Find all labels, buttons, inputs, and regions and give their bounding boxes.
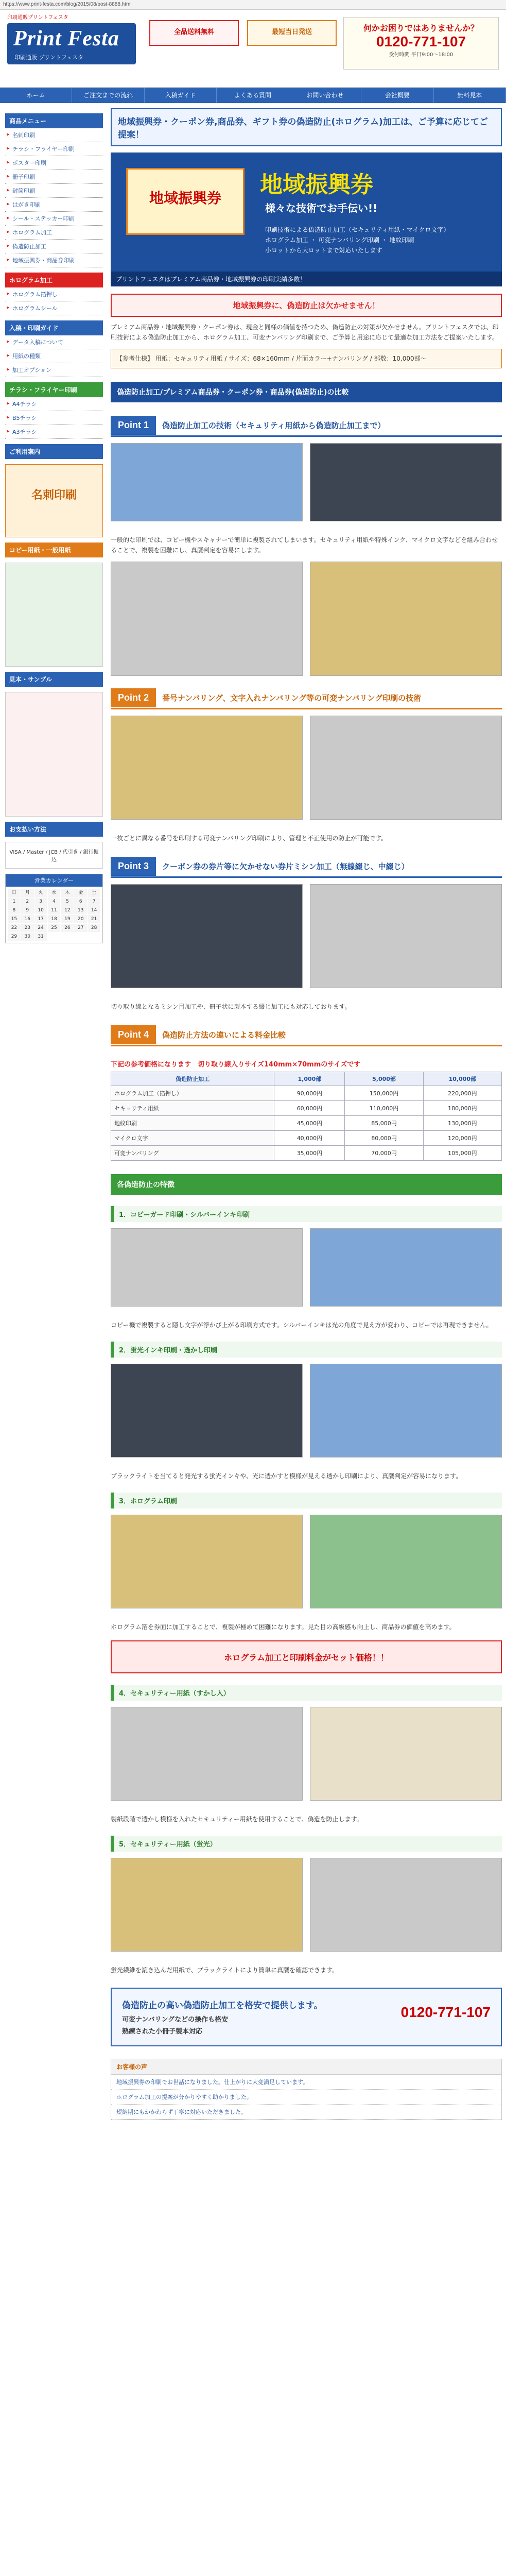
main-content (111, 108, 502, 2120)
sidebar-hologram-title: ホログラム加工 (5, 273, 103, 287)
calendar-day: 29 (8, 933, 21, 941)
nav-item-flow[interactable]: ご注文までの流れ (72, 88, 144, 103)
calendar-day: 4 (48, 897, 61, 906)
point-text: 偽造防止方法の違いによる料金比較 (162, 1030, 286, 1040)
namecard-promo-banner[interactable]: 名刺印刷 (5, 464, 103, 537)
hero-banner (111, 152, 502, 286)
method-1-heading: 1．コピーガード印刷・シルバーインキ印刷 (111, 1206, 502, 1222)
method-2-images (111, 1364, 502, 1458)
perforation-photo (111, 884, 303, 988)
calendar-day: 11 (48, 906, 61, 914)
method-1-images (111, 1228, 502, 1307)
calendar-day: 25 (48, 924, 61, 932)
hero-title: 地域振興券 (260, 172, 373, 197)
calendar-day: 3 (34, 897, 47, 906)
point-2-images (111, 716, 502, 820)
sidebar-item[interactable]: ▸ A4チラシ (5, 397, 103, 411)
method-2-body: ブラックライトを当てると発光する蛍光インキや、光に透かすと模様が見える透かし印刷により、真贋判定が容易になります。 (111, 1472, 462, 1480)
intro-text: プレミアム商品券・地域振興券・クーポン券は、現金と同様の価値を持つため、偽造防止の対策が欠かせません。プリントフェスタでは、印刷技術による偽造防止加工から、ホログラム加工、可変ナンバリング印刷まで、ご予算と用途に応じて最適な加工方法をご提案いたします。 (111, 324, 499, 341)
calendar-day: 9 (21, 906, 34, 914)
calendar-day: 31 (34, 933, 47, 941)
price-cell: 90,000円 (274, 1086, 345, 1101)
price-cell: 60,000円 (274, 1101, 345, 1116)
address-bar[interactable]: https://www.print-festa.com/blog/2015/08/post-8888.html (0, 0, 506, 10)
calendar-day: 16 (21, 915, 34, 923)
method-photo (310, 1707, 502, 1801)
nav-item-company[interactable]: 会社概要 (361, 88, 433, 103)
method-3-body: ホログラム箔を券面に加工することで、複製が極めて困難になります。見た目の高級感も向上し、商品券の価値を高めます。 (111, 1623, 456, 1631)
point-text: クーポン券の券片等に欠かせない券片ミシン加工（無線綴じ、中綴じ） (162, 861, 409, 871)
logo-subtext: 印刷通販 プリントフェスタ (14, 54, 84, 61)
price-row (111, 1116, 502, 1131)
calendar-day: 20 (74, 915, 87, 923)
hero-line: ホログラム加工 ・ 可変ナンバリング印刷 ・ 地紋印刷 (265, 236, 414, 244)
calendar-grid (6, 887, 102, 943)
nav-item-faq[interactable]: よくある質問 (217, 88, 289, 103)
calendar-day: 19 (61, 915, 74, 923)
sidebar-flyer-title: チラシ・フライヤー印刷 (5, 382, 103, 397)
calendar-day: 金 (74, 889, 87, 897)
sidebar-item[interactable]: ▸ 封筒印刷 (5, 184, 103, 198)
calendar-day: 1 (8, 897, 21, 906)
price-method-cell: ホログラム加工（箔押し） (111, 1086, 274, 1101)
sample-photo (310, 443, 502, 521)
site-header (0, 10, 506, 88)
price-row (111, 1131, 502, 1146)
point-number: Point 3 (111, 857, 156, 876)
calendar-day: 2 (21, 897, 34, 906)
section-heading: 偽造防止加工/プレミアム商品券・クーポン券・商品券(偽造防止)の比較 (111, 382, 502, 402)
logo-text: Print Festa (13, 27, 119, 50)
sidebar-menu-title: 商品メニュー (5, 113, 103, 128)
point-2-heading (111, 687, 502, 709)
calendar-day: 22 (8, 924, 21, 932)
sidebar-item[interactable]: ▸ A3チラシ (5, 425, 103, 439)
ticket-illustration: 地域振興券 (126, 168, 245, 235)
phone-number[interactable]: 0120-771-107 (376, 33, 466, 49)
point-number: Point 4 (111, 1025, 156, 1044)
calendar-day: 28 (88, 924, 100, 932)
method-photo (310, 1228, 502, 1307)
calendar-day: 10 (34, 906, 47, 914)
free-shipping-banner[interactable]: 全品送料無料 (149, 20, 239, 46)
method-4-images (111, 1707, 502, 1801)
price-cell: 150,000円 (345, 1086, 423, 1101)
price-method-cell: 地紋印刷 (111, 1116, 274, 1131)
sidebar-item[interactable]: ▸ ホログラム加工 (5, 226, 103, 240)
point-number: Point 2 (111, 688, 156, 707)
calendar-day: 15 (8, 915, 21, 923)
calendar-day: 火 (34, 889, 47, 897)
point-2-body: 一枚ごとに異なる番号を印刷する可変ナンバリング印刷により、管理と不正使用の防止が可能です。 (111, 835, 388, 842)
price-cell: 70,000円 (345, 1146, 423, 1161)
method-photo (310, 1364, 502, 1458)
calendar-day: 6 (74, 897, 87, 906)
methods-title: 各偽造防止の特徴 (111, 1174, 502, 1195)
sidebar-item[interactable]: ▸ 冊子印刷 (5, 170, 103, 184)
hero-lines (265, 225, 449, 256)
price-header: 5,000部 (345, 1072, 423, 1086)
sidebar-payment-title: お支払い方法 (5, 822, 103, 837)
sidebar-item[interactable]: ▸ ポスター印刷 (5, 156, 103, 170)
nav-item-home[interactable]: ホーム (0, 88, 72, 103)
sample-photo (310, 562, 502, 676)
method-4-body: 製紙段階で透かし模様を入れたセキュリティー用紙を使用することで、偽造を防止します。 (111, 1816, 363, 1823)
price-heading: 下記の参考価格になります 切り取り線入りサイズ140mm×70mmのサイズです (111, 1061, 361, 1069)
voices-title: お客様の声 (111, 2059, 501, 2075)
calendar-day: 水 (48, 889, 61, 897)
cta-line: 偽造防止の高い偽造防止加工を格安で提供します。 (122, 2001, 323, 2011)
same-day-banner[interactable]: 最短当日発送 (247, 20, 337, 46)
method-photo (111, 1515, 303, 1608)
sidebar-item[interactable]: ▸ B5チラシ (5, 411, 103, 425)
sidebar-item[interactable]: ▸ 加工オプション (5, 363, 103, 377)
method-3-heading: 3．ホログラム印刷 (111, 1493, 502, 1509)
sidebar-item[interactable]: ▸ ホログラム箔押し (5, 287, 103, 301)
sidebar-item[interactable]: ▸ 偽造防止加工 (5, 240, 103, 253)
sidebar-samples-title: 見本・サンプル (5, 672, 103, 687)
point-3-images (111, 884, 502, 988)
method-5-heading: 5．セキュリティー用紙（蛍光） (111, 1836, 502, 1852)
price-cell: 80,000円 (345, 1131, 423, 1146)
point-3-body: 切り取り線となるミシン目加工や、冊子状に製本する綴じ加工にも対応しております。 (111, 1003, 351, 1010)
sidebar-info-title: ご利用案内 (5, 444, 103, 459)
sample-photo (111, 562, 303, 676)
calendar-title: 営業カレンダー (6, 874, 102, 887)
voice-item[interactable]: 地域振興券の印刷でお世話になりました。仕上がりに大変満足しています。 (111, 2075, 501, 2090)
sidebar-item[interactable]: ▸ チラシ・フライヤー印刷 (5, 142, 103, 156)
contact-cta-banner[interactable] (111, 1988, 502, 2046)
site-logo[interactable] (7, 23, 136, 64)
calendar-day: 土 (88, 889, 100, 897)
sidebar-item[interactable]: ▸ 名刺印刷 (5, 128, 103, 142)
price-cell: 180,000円 (423, 1101, 501, 1116)
hero-line: 印刷技術による偽造防止加工（セキュリティ用紙・マイクロ文字） (265, 226, 450, 233)
method-3-images (111, 1515, 502, 1608)
price-cell: 45,000円 (274, 1116, 345, 1131)
sidebar (5, 108, 103, 943)
spec-box: 【参考仕様】 用紙：セキュリティ用紙 / サイズ：68×160mm / 片面カラー+ナンバリング / 部数：10,000部〜 (111, 349, 502, 368)
calendar-day: 18 (48, 915, 61, 923)
payment-methods: VISA / Master / JCB / 代引き / 銀行振込 (5, 842, 103, 869)
method-photo (111, 1858, 303, 1952)
calendar-day: 12 (61, 906, 74, 914)
calendar-day: 30 (21, 933, 34, 941)
point-text: 偽造防止加工の技術（セキュリティ用紙から偽造防止加工まで） (162, 420, 386, 430)
calendar-day: 26 (61, 924, 74, 932)
calendar-day: 23 (21, 924, 34, 932)
price-row (111, 1146, 502, 1161)
price-table (111, 1072, 502, 1161)
price-method-cell: 可変ナンバリング (111, 1146, 274, 1161)
nav-item-contact[interactable]: お問い合わせ (289, 88, 361, 103)
business-calendar (5, 874, 103, 943)
point-text: 番号ナンバリング、文字入れナンバリング等の可変ナンバリング印刷の技術 (162, 693, 422, 703)
price-header: 10,000部 (423, 1072, 501, 1086)
calendar-day: 13 (74, 906, 87, 914)
method-5-body: 蛍光繊維を漉き込んだ用紙で、ブラックライトにより簡単に真贋を確認できます。 (111, 1967, 339, 1974)
perforation-photo (310, 884, 502, 988)
price-cell: 85,000円 (345, 1116, 423, 1131)
customer-voices (111, 2059, 502, 2120)
cta-line: 可変ナンバリングなどの操作も格安 (122, 2016, 229, 2024)
method-photo (310, 1515, 502, 1608)
method-photo (310, 1858, 502, 1952)
calendar-day: 7 (88, 897, 100, 906)
method-photo (111, 1228, 303, 1307)
header-tagline: 印刷通販プリントフェスタ (7, 15, 68, 21)
copy-paper-banner[interactable] (5, 563, 103, 667)
sidebar-item[interactable]: ▸ ホログラムシール (5, 301, 103, 315)
calendar-day: 5 (61, 897, 74, 906)
sidebar-copy-title: コピー用紙・一般用紙 (5, 543, 103, 557)
phone-hours: 受付時間 平日9:00～18:00 (389, 52, 453, 58)
point-1-images (111, 443, 502, 521)
point-1-heading (111, 415, 502, 437)
calendar-day: 24 (34, 924, 47, 932)
price-cell: 220,000円 (423, 1086, 501, 1101)
point-1-body: 一般的な印刷では、コピー機やスキャナーで簡単に複製されてしまいます。セキュリティ用紙や特殊インク、マイクロ文字などを組み合わせることで、複製を困難にし、真贋判定を容易にします。 (111, 536, 498, 554)
price-cell: 105,000円 (423, 1146, 501, 1161)
voice-item[interactable]: ホログラム加工の提案が分かりやすく助かりました。 (111, 2090, 501, 2105)
cta-phone-number[interactable]: 0120-771-107 (400, 2004, 491, 2020)
point-3-heading (111, 856, 502, 878)
method-photo (111, 1707, 303, 1801)
calendar-day: 日 (8, 889, 21, 897)
price-header: 偽造防止加工 (111, 1072, 274, 1086)
alert-banner: 地域振興券に、偽造防止は欠かせません！ (111, 294, 502, 317)
sidebar-item[interactable]: ▸ 地域振興券・商品券印刷 (5, 253, 103, 267)
price-row (111, 1086, 502, 1101)
price-row (111, 1101, 502, 1116)
phone-question: 何かお困りではありませんか？ (363, 23, 479, 33)
calendar-day: 21 (88, 915, 100, 923)
samples-banner[interactable] (5, 692, 103, 817)
price-cell: 35,000円 (274, 1146, 345, 1161)
phone-contact-box[interactable] (343, 17, 499, 70)
method-5-images (111, 1858, 502, 1952)
price-method-cell: セキュリティ用紙 (111, 1101, 274, 1116)
calendar-day: 8 (8, 906, 21, 914)
hero-line: 小ロットから大ロットまで対応いたします (265, 247, 382, 254)
sidebar-item[interactable]: ▸ データ入稿について (5, 335, 103, 349)
calendar-day: 14 (88, 906, 100, 914)
point-number: Point 1 (111, 416, 156, 435)
nav-item-sample[interactable]: 無料見本 (434, 88, 506, 103)
cta-line: 熟練された小冊子製本対応 (122, 2028, 203, 2036)
calendar-day: 27 (74, 924, 87, 932)
sidebar-item[interactable]: ▸ シール・ステッカー印刷 (5, 212, 103, 226)
page-title: 地域振興券・クーポン券,商品券、ギフト券の偽造防止(ホログラム)加工は、ご予算に応じてご提案！ (111, 108, 502, 146)
calendar-day: 木 (61, 889, 74, 897)
point-1-images-2 (111, 562, 502, 675)
price-table-body (111, 1086, 502, 1161)
sample-photo (111, 443, 303, 521)
sidebar-item[interactable]: ▸ はがき印刷 (5, 198, 103, 212)
cta-text (122, 1998, 323, 2036)
hero-subtitle: 様々な技術でお手伝い!! (265, 202, 378, 214)
numbering-photo (310, 716, 502, 820)
method-2-heading: 2．蛍光インキ印刷・透かし印刷 (111, 1342, 502, 1358)
nav-item-guide[interactable]: 入稿ガイド (145, 88, 217, 103)
calendar-day: 17 (34, 915, 47, 923)
sidebar-item[interactable]: ▸ 用紙の種類 (5, 349, 103, 363)
hero-caption: プリントフェスタはプレミアム商品券・地域振興券の印刷実績多数！ (111, 272, 502, 286)
numbering-photo (111, 716, 303, 820)
hologram-set-promo[interactable]: ホログラム加工と印刷料金がセット価格！！ (111, 1640, 502, 1673)
voice-item[interactable]: 短納期にもかかわらず丁寧に対応いただきました。 (111, 2105, 501, 2120)
price-header: 1,000部 (274, 1072, 345, 1086)
point-4-heading (111, 1024, 502, 1046)
price-cell: 110,000円 (345, 1101, 423, 1116)
price-method-cell: マイクロ文字 (111, 1131, 274, 1146)
global-nav (0, 88, 506, 103)
calendar-day: 月 (21, 889, 34, 897)
method-photo (111, 1364, 303, 1458)
method-1-body: コピー機で複製すると隠し文字が浮かび上がる印刷方式です。シルバーインキは光の角度で見え方が変わり、コピーでは再現できません。 (111, 1321, 493, 1329)
price-cell: 40,000円 (274, 1131, 345, 1146)
sidebar-guide-title: 入稿・印刷ガイド (5, 320, 103, 335)
price-cell: 120,000円 (423, 1131, 501, 1146)
price-cell: 130,000円 (423, 1116, 501, 1131)
method-4-heading: 4．セキュリティー用紙（すかし入） (111, 1685, 502, 1701)
